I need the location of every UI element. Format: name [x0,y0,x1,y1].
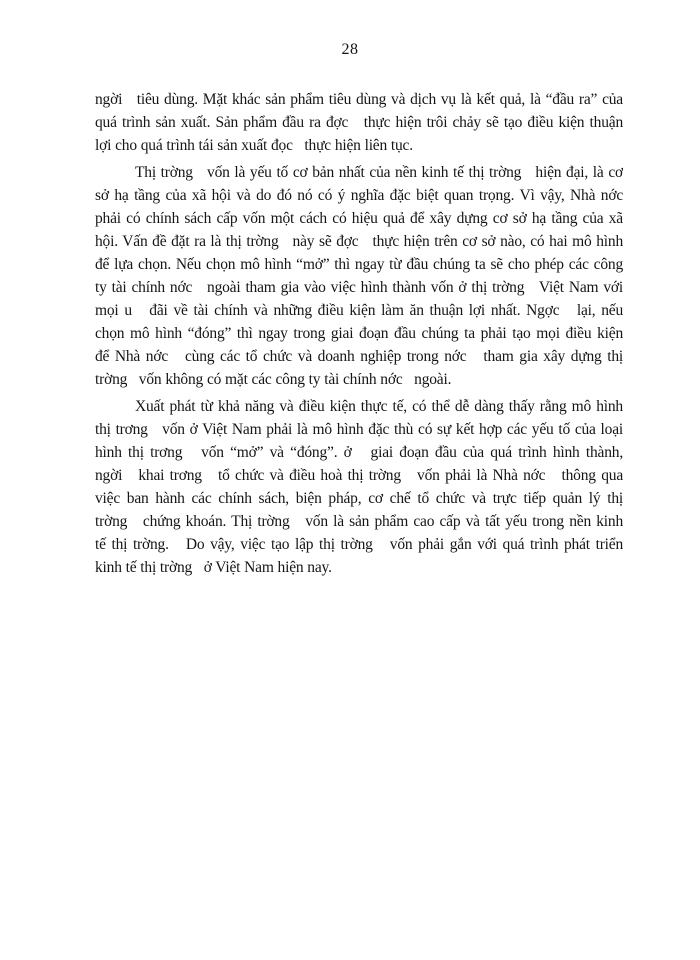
text-line: sở hạ tầng của xã hội và do đó nó có ý nghĩa đặc biệt quan trọng. Vì vậy, Nhà nớc [95,187,623,204]
text-line: trờng chứng khoán. Thị trờng vốn là sản phẩm cao cấp và tất yếu trong nền kinh [95,513,623,530]
text-line: phải có chính sách cấp vốn một cách có hiệu quả để xây dựng cơ sở hạ tầng của xã [95,210,623,227]
paragraph-3 [95,395,623,579]
text-line: chọn mô hình “đóng” thì ngay trong giai đoạn đầu chúng ta phải tạo mọi điều kiện [95,325,623,342]
text-line: quá trình sản xuất. Sản phẩm đầu ra đợc thực hiện trôi chảy sẽ tạo điều kiện thuận [95,114,623,131]
text-line: tế thị trờng. Do vậy, việc tạo lập thị trờng vốn phải gắn với quá trình phát triển [95,536,623,553]
text-line: ngời tiêu dùng. Mặt khác sản phẩm tiêu dùng và dịch vụ là kết quả, là “đầu ra” của [95,91,623,108]
text-line: Thị trờng vốn là yếu tố cơ bản nhất của nền kinh tế thị trờng hiện đại, là cơ [135,164,623,181]
page-number: 28 [341,41,359,58]
text-line: trờng vốn không có mặt các công ty tài chính nớc ngoài. [95,371,452,388]
text-line: mọi u đãi về tài chính và những điều kiện làm ăn thuận lợi nhất. Ngợc lại, nếu [95,302,623,319]
text-line: hội. Vấn đề đặt ra là thị trờng này sẽ đợc thực hiện trên cơ sở nào, có hai mô hình [95,233,623,250]
text-line: lợi cho quá trình tái sản xuất đọc thực hiện liên tục. [95,137,413,154]
paragraph-2 [95,161,623,391]
text-line: ngời khai trơng tổ chức và điều hoà thị trờng vốn phải là Nhà nớc thông qua [95,467,623,484]
text-line: hình thị trơng vốn “mở” và “đóng”. ở giai đoạn đầu của quá trình hình thành, [95,444,623,461]
text-line: để Nhà nớc cùng các tổ chức và doanh nghiệp trong nớc tham gia xây dựng thị [95,348,623,365]
text-line: Xuất phát từ khả năng và điều kiện thực tế, có thể dễ dàng thấy rằng mô hình [135,398,623,415]
text-line: thị trơng vốn ở Việt Nam phải là mô hình đặc thù có sự kết hợp các yếu tố của loại [95,421,623,438]
paragraph-1 [95,88,623,157]
text-line: để lựa chọn. Nếu chọn mô hình “mở” thì ngay từ đầu chúng ta sẽ cho phép các công [95,256,623,273]
text-line: việc ban hành các chính sách, biện pháp, cơ chế tổ chức và trực tiếp quản lý thị [95,490,623,507]
text-line: kinh tế thị trờng ở Việt Nam hiện nay. [95,559,332,576]
text-block [95,88,623,583]
text-line: ty tài chính nớc ngoài tham gia vào việc hình thành vốn ở thị trờng Việt Nam với [95,279,623,296]
